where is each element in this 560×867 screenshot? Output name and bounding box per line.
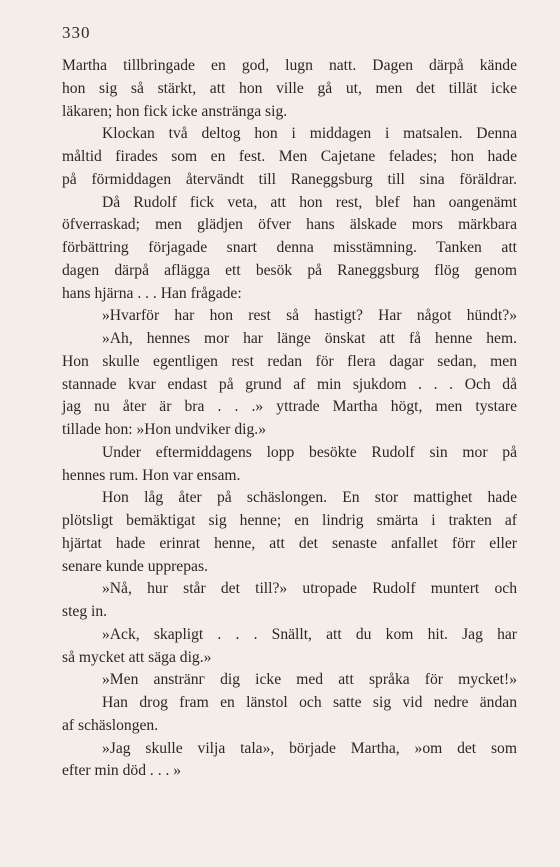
page-number: 330 bbox=[62, 23, 91, 42]
text-line: måltid firades som en fest. Men Cajetane felades; hon hade bbox=[62, 148, 517, 165]
text-line: Hon skulle egentligen rest redan för flera dagar sedan, men bbox=[62, 352, 517, 370]
text-line: Martha tillbringade en god, lugn natt. Dagen därpå kände bbox=[62, 57, 517, 74]
text-line: öfverraskad; men glädjen öfver hans älskade mors märkbara bbox=[62, 216, 517, 234]
text-line: Hon låg åter på schäslongen. En stor mattighet hade bbox=[102, 489, 517, 507]
text-line: af schäslongen. bbox=[62, 716, 159, 734]
text-line: senare kunde upprepas. bbox=[62, 557, 208, 575]
text-line: hjärtat hade erinrat henne, att det senaste anfallet förr eller bbox=[62, 534, 517, 552]
text-line: tillade hon: »Hon undviker dig.» bbox=[62, 421, 266, 438]
text-line: »Nå, hur står det till?» utropade Rudolf muntert och bbox=[102, 580, 517, 598]
text-line: Klockan två deltog hon i middagen i matsalen. Denna bbox=[102, 125, 517, 143]
text-line: hans hjärna . . . Han frågade: bbox=[62, 284, 242, 302]
text-line: efter min död . . . » bbox=[62, 762, 182, 780]
text-line: på förmiddagen återvändt till Raneggsburg till sina föräldrar. bbox=[62, 170, 517, 188]
text-line: hennes rum. Hon var ensam. bbox=[62, 466, 241, 484]
text-line: så mycket att säga dig.» bbox=[62, 648, 212, 666]
text-line: »Ah, hennes mor har länge önskat att få henne hem. bbox=[102, 330, 517, 347]
text-line: steg in. bbox=[62, 603, 108, 620]
text-line: »Ack, skapligt . . . Snällt, att du kom hit. Jag har bbox=[102, 625, 517, 643]
text-line: »Men anstränг dig icke med att språka för mycket!» bbox=[102, 671, 517, 689]
text-line: plötsligt bemäktigat sig henne; en lindrig smärta i trakten af bbox=[62, 512, 517, 529]
text-line: stannade kvar endast på grund af min sjukdom . . . Och då bbox=[62, 375, 517, 393]
text-line: läkaren; hon fick icke anstränga sig. bbox=[62, 102, 288, 120]
text-line: »Hvarför har hon rest så hastigt? Har något hündt?» bbox=[102, 307, 517, 325]
text-line: förbättring förjagade snart denna misstämning. Tanken att bbox=[62, 239, 517, 256]
text-line: Då Rudolf fick veta, att hon rest, blef han oangenämt bbox=[102, 193, 517, 211]
text-line: »Jag skulle vilja tala», började Martha, »om det som bbox=[102, 739, 517, 757]
text-line: Under eftermiddagens lopp besökte Rudolf sin mor på bbox=[102, 443, 517, 461]
text-line: dagen därpå aflägga ett besök på Raneggsburg flög genom bbox=[62, 261, 517, 279]
body-text bbox=[62, 55, 517, 783]
text-line: Han drog fram en länstol och satte sig vid nedre ändan bbox=[102, 694, 517, 711]
text-line: hon sig så stärkt, att hon ville gå ut, men det tillät icke bbox=[62, 79, 517, 97]
text-line: jag nu åter är bra . . .» yttrade Martha högt, men tystare bbox=[62, 398, 517, 416]
